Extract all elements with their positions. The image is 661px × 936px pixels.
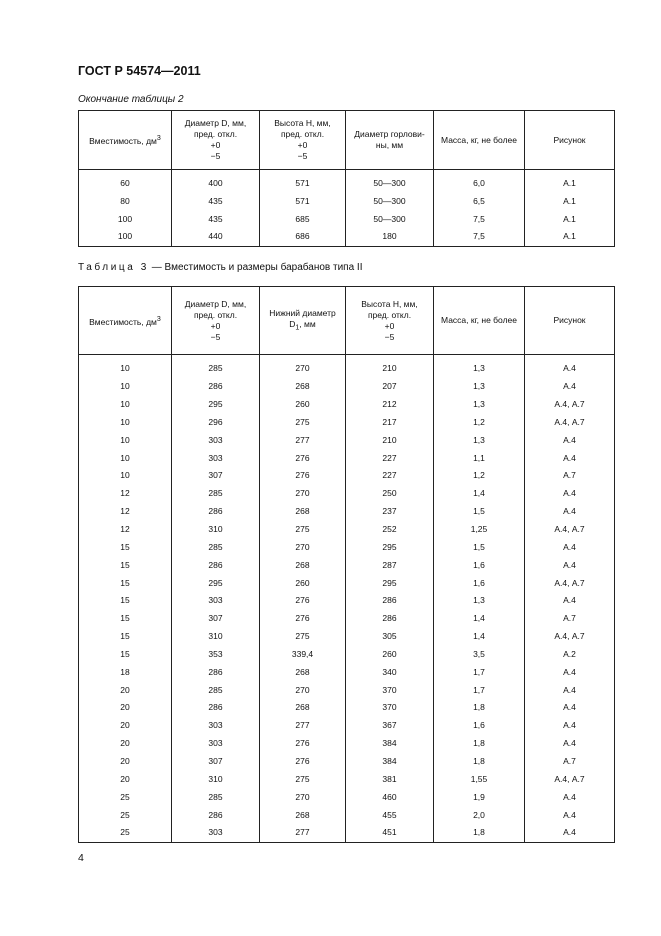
capacity-cell: 100 [79,210,172,228]
table-row [79,521,615,539]
col4-cell: 50—300 [346,193,434,211]
figure-cell: А.4 [525,681,615,699]
col4-cell: 180 [346,228,434,246]
figure-cell: А.4 [525,699,615,717]
diameter-cell: 310 [172,770,260,788]
diameter-cell: 435 [172,193,260,211]
diameter-cell: 286 [172,503,260,521]
diameter-cell: 400 [172,170,260,193]
diameter-cell: 296 [172,414,260,432]
figure-cell: А.4, А.7 [525,770,615,788]
col3-cell: 276 [260,467,346,485]
figure-cell: А.4 [525,717,615,735]
figure-cell: А.4 [525,663,615,681]
col3-cell: 276 [260,449,346,467]
capacity-cell: 18 [79,663,172,681]
col3-cell: 571 [260,193,346,211]
mass-cell: 1,5 [434,503,525,521]
diameter-cell: 303 [172,592,260,610]
mass-cell: 7,5 [434,210,525,228]
figure-cell: А.1 [525,228,615,246]
table-row [79,681,615,699]
col4-cell: 260 [346,646,434,664]
col4-cell: 370 [346,681,434,699]
col3-cell: 270 [260,788,346,806]
diameter-cell: 307 [172,610,260,628]
diameter-cell: 286 [172,663,260,681]
capacity-cell: 10 [79,414,172,432]
mass-cell: 1,7 [434,681,525,699]
table-row [79,228,615,246]
col-header-lower-diameter: Нижний диаметр $D_1$, мм [260,287,346,355]
capacity-cell: 10 [79,378,172,396]
mass-cell: 2,0 [434,806,525,824]
diameter-cell: 353 [172,646,260,664]
diameter-cell: 285 [172,355,260,378]
diameter-cell: 285 [172,538,260,556]
col3-cell: 339,4 [260,646,346,664]
table-row [79,210,615,228]
col3-cell: 270 [260,355,346,378]
table-row [79,485,615,503]
figure-cell: А.4 [525,556,615,574]
figure-cell: А.4 [525,824,615,842]
table-row [79,467,615,485]
capacity-cell: 12 [79,485,172,503]
col4-cell: 295 [346,574,434,592]
mass-cell: 1,1 [434,449,525,467]
figure-cell: А.4 [525,378,615,396]
diameter-cell: 303 [172,735,260,753]
figure-cell: А.4 [525,431,615,449]
col3-cell: 685 [260,210,346,228]
figure-cell: А.1 [525,170,615,193]
mass-cell: 1,3 [434,592,525,610]
capacity-cell: 12 [79,521,172,539]
table-row [79,431,615,449]
mass-cell: 1,9 [434,788,525,806]
diameter-cell: 286 [172,378,260,396]
col4-cell: 210 [346,431,434,449]
col4-cell: 286 [346,610,434,628]
table-row [79,538,615,556]
mass-cell: 1,25 [434,521,525,539]
col4-cell: 250 [346,485,434,503]
capacity-cell: 15 [79,592,172,610]
capacity-cell: 20 [79,717,172,735]
table-row [79,824,615,842]
col3-cell: 270 [260,681,346,699]
col4-cell: 305 [346,628,434,646]
capacity-cell: 100 [79,228,172,246]
figure-cell: А.4, А.7 [525,414,615,432]
capacity-cell: 12 [79,503,172,521]
capacity-cell: 25 [79,788,172,806]
table3-body [79,355,615,843]
figure-cell: А.4 [525,806,615,824]
capacity-cell: 20 [79,699,172,717]
figure-cell: А.7 [525,467,615,485]
diameter-cell: 303 [172,824,260,842]
mass-cell: 1,2 [434,467,525,485]
figure-cell: А.4, А.7 [525,396,615,414]
mass-cell: 1,3 [434,396,525,414]
table-row [79,556,615,574]
col-header-figure: Рисунок [525,287,615,355]
capacity-cell: 20 [79,770,172,788]
figure-cell: А.4 [525,503,615,521]
table-row [79,717,615,735]
table2-body [79,170,615,247]
col4-cell: 212 [346,396,434,414]
col4-cell: 451 [346,824,434,842]
mass-cell: 6,5 [434,193,525,211]
col3-cell: 268 [260,699,346,717]
table2 [78,110,615,247]
col4-cell: 286 [346,592,434,610]
capacity-cell: 15 [79,628,172,646]
diameter-cell: 285 [172,681,260,699]
table-row [79,170,615,193]
col-header-height: Высота H, мм, пред. откл. +0 −5 [346,287,434,355]
table2-caption: Окончание таблицы 2 [78,94,184,105]
table-row [79,806,615,824]
col3-cell: 276 [260,753,346,771]
capacity-cell: 10 [79,431,172,449]
col3-cell: 268 [260,378,346,396]
table-row [79,193,615,211]
diameter-cell: 303 [172,431,260,449]
col3-cell: 276 [260,610,346,628]
mass-cell: 1,4 [434,628,525,646]
col-header-figure: Рисунок [525,111,615,170]
col4-cell: 381 [346,770,434,788]
col3-cell: 260 [260,574,346,592]
mass-cell: 6,0 [434,170,525,193]
table-row [79,378,615,396]
figure-cell: А.4 [525,592,615,610]
col4-cell: 217 [346,414,434,432]
table-row [79,770,615,788]
col3-cell: 275 [260,770,346,788]
figure-cell: А.4 [525,538,615,556]
table-row [79,592,615,610]
diameter-cell: 307 [172,753,260,771]
mass-cell: 1,3 [434,355,525,378]
col4-cell: 207 [346,378,434,396]
figure-cell: А.4 [525,449,615,467]
col4-cell: 295 [346,538,434,556]
col3-cell: 276 [260,735,346,753]
col4-cell: 237 [346,503,434,521]
diameter-cell: 310 [172,628,260,646]
col-header-capacity: Вместимость, $дм^3$ [79,111,172,170]
col3-cell: 275 [260,628,346,646]
capacity-cell: 25 [79,824,172,842]
capacity-cell: 15 [79,538,172,556]
mass-cell: 1,5 [434,538,525,556]
mass-cell: 7,5 [434,228,525,246]
col-header-height: Высота H, мм, пред. откл. +0 −5 [260,111,346,170]
diameter-cell: 295 [172,396,260,414]
capacity-cell: 20 [79,753,172,771]
mass-cell: 1,3 [434,378,525,396]
col-header-mass: Масса, кг, не более [434,111,525,170]
figure-cell: А.4 [525,735,615,753]
capacity-cell: 15 [79,556,172,574]
mass-cell: 1,55 [434,770,525,788]
col4-cell: 227 [346,449,434,467]
table3-caption: Таблица 3 — Вместимость и размеры барабанов типа II [78,262,363,273]
mass-cell: 1,6 [434,574,525,592]
diameter-cell: 285 [172,485,260,503]
figure-cell: А.1 [525,210,615,228]
col4-cell: 50—300 [346,210,434,228]
diameter-cell: 435 [172,210,260,228]
col3-cell: 277 [260,717,346,735]
col-header-capacity: Вместимость, $дм^3$ [79,287,172,355]
col3-cell: 277 [260,431,346,449]
table-row [79,414,615,432]
col4-cell: 287 [346,556,434,574]
capacity-cell: 10 [79,467,172,485]
col-header-diameter: Диаметр D, мм, пред. откл. +0 −5 [172,287,260,355]
col3-cell: 268 [260,663,346,681]
capacity-cell: 80 [79,193,172,211]
col4-cell: 227 [346,467,434,485]
diameter-cell: 286 [172,806,260,824]
figure-cell: А.4 [525,788,615,806]
col4-cell: 460 [346,788,434,806]
page-number: 4 [78,852,84,864]
diameter-cell: 310 [172,521,260,539]
col3-cell: 275 [260,414,346,432]
mass-cell: 1,8 [434,735,525,753]
mass-cell: 1,4 [434,485,525,503]
figure-cell: А.7 [525,610,615,628]
table-row [79,503,615,521]
col4-cell: 367 [346,717,434,735]
capacity-cell: 15 [79,610,172,628]
col4-cell: 340 [346,663,434,681]
col3-cell: 268 [260,806,346,824]
table-row [79,355,615,378]
diameter-cell: 303 [172,449,260,467]
col4-cell: 370 [346,699,434,717]
mass-cell: 1,8 [434,753,525,771]
col4-cell: 50—300 [346,170,434,193]
col3-cell: 277 [260,824,346,842]
mass-cell: 1,2 [434,414,525,432]
col3-cell: 270 [260,485,346,503]
mass-cell: 1,6 [434,717,525,735]
figure-cell: А.1 [525,193,615,211]
col3-cell: 275 [260,521,346,539]
col4-cell: 210 [346,355,434,378]
capacity-cell: 60 [79,170,172,193]
capacity-cell: 15 [79,646,172,664]
col3-cell: 268 [260,503,346,521]
capacity-cell: 10 [79,355,172,378]
mass-cell: 1,3 [434,431,525,449]
col3-cell: 276 [260,592,346,610]
capacity-cell: 20 [79,735,172,753]
figure-cell: А.2 [525,646,615,664]
col4-cell: 252 [346,521,434,539]
table-row [79,753,615,771]
col3-cell: 686 [260,228,346,246]
diameter-cell: 295 [172,574,260,592]
col3-cell: 268 [260,556,346,574]
table-row [79,396,615,414]
col3-cell: 571 [260,170,346,193]
figure-cell: А.4 [525,485,615,503]
diameter-cell: 440 [172,228,260,246]
col3-cell: 270 [260,538,346,556]
col-header-diameter: Диаметр D, мм, пред. откл. +0 −5 [172,111,260,170]
table-row [79,610,615,628]
diameter-cell: 286 [172,556,260,574]
col-header-neck-diameter: Диаметр горлови- ны, мм [346,111,434,170]
capacity-cell: 20 [79,681,172,699]
col4-cell: 455 [346,806,434,824]
figure-cell: А.4, А.7 [525,574,615,592]
table-row [79,788,615,806]
standard-number: ГОСТ Р 54574—2011 [78,64,201,78]
diameter-cell: 285 [172,788,260,806]
table-row [79,663,615,681]
mass-cell: 1,4 [434,610,525,628]
table-row [79,574,615,592]
figure-cell: А.7 [525,753,615,771]
table-row [79,699,615,717]
col-header-mass: Масса, кг, не более [434,287,525,355]
capacity-cell: 10 [79,396,172,414]
col4-cell: 384 [346,753,434,771]
mass-cell: 1,6 [434,556,525,574]
table3 [78,286,615,843]
figure-cell: А.4, А.7 [525,521,615,539]
mass-cell: 3,5 [434,646,525,664]
col4-cell: 384 [346,735,434,753]
diameter-cell: 286 [172,699,260,717]
figure-cell: А.4 [525,355,615,378]
diameter-cell: 307 [172,467,260,485]
figure-cell: А.4, А.7 [525,628,615,646]
mass-cell: 1,8 [434,699,525,717]
table-row [79,646,615,664]
diameter-cell: 303 [172,717,260,735]
col3-cell: 260 [260,396,346,414]
table-row [79,449,615,467]
table-row [79,735,615,753]
table-row [79,628,615,646]
capacity-cell: 10 [79,449,172,467]
capacity-cell: 25 [79,806,172,824]
capacity-cell: 15 [79,574,172,592]
mass-cell: 1,7 [434,663,525,681]
mass-cell: 1,8 [434,824,525,842]
